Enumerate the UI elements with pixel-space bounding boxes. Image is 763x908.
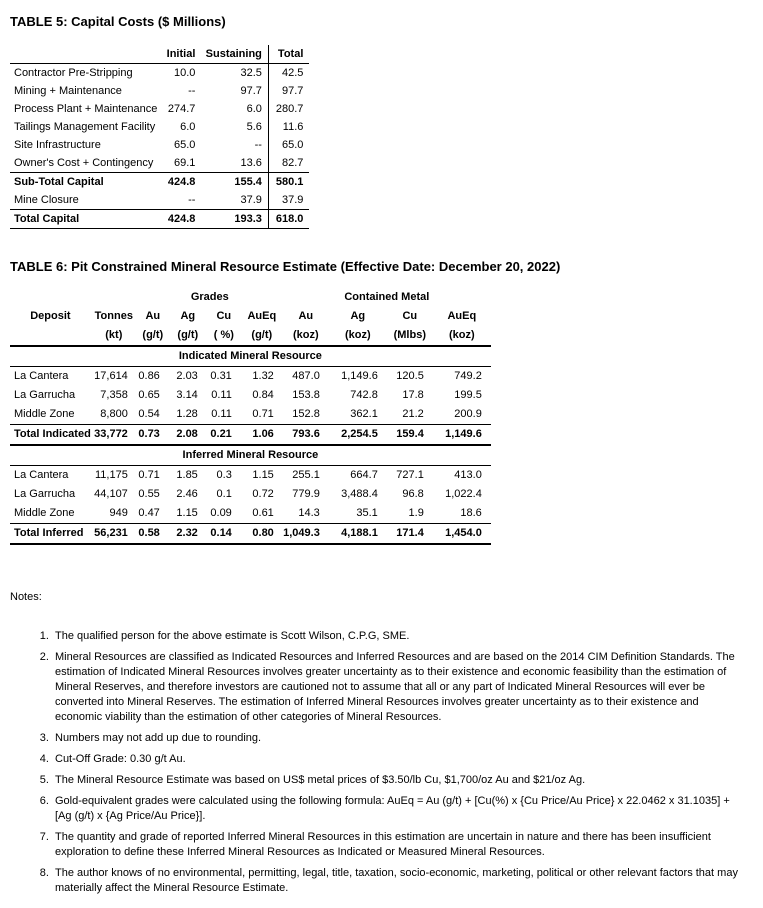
resource-value: 742.8 (350, 389, 378, 401)
capital-costs-row (10, 82, 309, 100)
resource-value: 1,149.6 (341, 370, 378, 382)
capital-costs-column-header: Total (268, 45, 309, 64)
deposit-label: Total Inferred (10, 524, 91, 545)
cost-value: 11.6 (268, 118, 309, 136)
cost-item-label: Mine Closure (14, 193, 79, 206)
resource-value: 0.54 (138, 408, 160, 420)
resource-column-header: Au (145, 310, 161, 322)
resource-value: 255.1 (292, 469, 320, 481)
resource-column-header: Tonnes (94, 310, 133, 322)
resource-value: 1,149.6 (433, 425, 491, 446)
cost-item-label: Owner's Cost + Contingency (14, 156, 154, 169)
resource-value: 21.2 (402, 408, 424, 420)
resource-data-row (10, 367, 491, 387)
resource-value: 0.72 (252, 488, 274, 500)
resource-value: 413.0 (454, 469, 482, 481)
notes-section (10, 591, 753, 896)
resource-column-header: Ag (350, 310, 366, 322)
deposit-label: Total Indicated (10, 425, 91, 446)
resource-value: 0.65 (138, 389, 160, 401)
resource-section-header: Inferred Mineral Resource (10, 445, 491, 466)
resource-unit-header: (g/t) (137, 326, 169, 346)
resource-total-row (10, 524, 491, 545)
capital-costs-row (10, 64, 309, 83)
cost-value: 65.0 (268, 136, 309, 154)
resource-value: 1,454.0 (433, 524, 491, 545)
resource-value: 11,175 (94, 469, 128, 481)
resource-value: 779.9 (292, 488, 320, 500)
resource-value: 0.55 (138, 488, 160, 500)
resource-value: 35.1 (356, 507, 378, 519)
note-item: 3. Numbers may not add up due to rounding. (52, 731, 747, 746)
mineral-resource-body (10, 346, 491, 544)
resource-value: 2.46 (176, 488, 198, 500)
cost-item-label: Sub-Total Capital (10, 173, 163, 192)
resource-data-row (10, 386, 491, 405)
table5-title: TABLE 5: Capital Costs ($ Millions) (10, 14, 226, 29)
resource-value: 3,488.4 (341, 488, 378, 500)
capital-costs-row (10, 136, 309, 154)
resource-value: 159.4 (387, 425, 433, 446)
note-item: 6. Gold-equivalent grades were calculated using the following formula: AuEq = Au (g/t) + [Cu(%) x {Cu Price/Au Price} x 22.0462 x 31.1035] + [Ag (g/t) x {Ag Price/Au Price}]. (52, 794, 747, 824)
group-header-row (10, 288, 491, 307)
resource-value: 7,358 (100, 389, 128, 401)
resource-value: 33,772 (91, 425, 137, 446)
column-header-row (10, 307, 491, 326)
note-item: 8. The author knows of no environmental, permitting, legal, title, taxation, socio-economic, marketing, political or other relevant factors that may materially affect the Mineral Resource Estimate. (52, 866, 747, 896)
cost-item-label: Mining + Maintenance (14, 84, 122, 97)
cost-item-label: Total Capital (10, 210, 163, 229)
resource-value: 0.1 (216, 488, 232, 500)
cost-value: 424.8 (163, 210, 201, 229)
resource-value: 199.5 (454, 389, 482, 401)
deposit-label: Middle Zone (14, 507, 75, 519)
cost-value: -- (188, 193, 196, 206)
resource-section-row (10, 346, 491, 367)
resource-value: 171.4 (387, 524, 433, 545)
resource-data-row (10, 504, 491, 524)
resource-value: 8,800 (100, 408, 128, 420)
resource-unit-header: (g/t) (169, 326, 207, 346)
resource-value: 362.1 (350, 408, 378, 420)
cost-value: 37.9 (268, 191, 309, 210)
group-header-spacer (10, 288, 137, 307)
resource-value: 0.14 (207, 524, 241, 545)
cost-value: -- (188, 84, 196, 97)
cost-value: 424.8 (163, 173, 201, 192)
resource-unit-header: (kt) (91, 326, 137, 346)
resource-column-header: Deposit (30, 310, 71, 322)
resource-section-row (10, 445, 491, 466)
resource-value: 1.85 (176, 469, 198, 481)
cost-value: 155.4 (201, 173, 268, 192)
capital-costs-row (10, 191, 309, 210)
capital-costs-table (10, 45, 309, 229)
resource-column-header: Ag (180, 310, 196, 322)
contained-metal-group-header: Contained Metal (344, 291, 430, 303)
cost-value: 13.6 (240, 156, 262, 169)
cost-value: 274.7 (167, 102, 196, 115)
resource-value: 0.47 (138, 507, 160, 519)
resource-value: 1,049.3 (283, 524, 329, 545)
resource-column-header: AuEq (247, 310, 277, 322)
cost-value: 5.6 (246, 120, 262, 133)
cost-item-label: Tailings Management Facility (14, 120, 156, 133)
capital-costs-column-header: Initial (163, 45, 201, 64)
resource-value: 0.71 (252, 408, 274, 420)
resource-value: 0.11 (211, 408, 232, 420)
resource-value: 727.1 (396, 469, 424, 481)
resource-value: 17.8 (402, 389, 424, 401)
note-item: 1. The qualified person for the above estimate is Scott Wilson, C.P.G, SME. (52, 629, 747, 644)
resource-value: 749.2 (454, 370, 482, 382)
resource-value: 14.3 (298, 507, 320, 519)
resource-unit-header: (koz) (433, 326, 491, 346)
resource-value: 0.80 (241, 524, 283, 545)
resource-value: 44,107 (94, 488, 128, 500)
resource-unit-header (10, 326, 91, 346)
cost-value: 6.0 (180, 120, 196, 133)
resource-data-row (10, 405, 491, 425)
deposit-label: La Cantera (14, 469, 69, 481)
notes-list (10, 629, 747, 896)
units-header-row (10, 326, 491, 346)
table6-title: TABLE 6: Pit Constrained Mineral Resource Estimate (Effective Date: December 20, 2022) (10, 259, 561, 274)
resource-value: 1,022.4 (445, 488, 482, 500)
resource-value: 2.03 (176, 370, 198, 382)
capital-costs-column-header: Sustaining (201, 45, 268, 64)
cost-item-label: Process Plant + Maintenance (14, 102, 158, 115)
cost-value: 280.7 (268, 100, 309, 118)
cost-value: 37.9 (240, 193, 262, 206)
resource-value: 0.86 (138, 370, 160, 382)
resource-value: 0.21 (207, 425, 241, 446)
resource-value: 2,254.5 (329, 425, 387, 446)
resource-value: 1.28 (176, 408, 198, 420)
cost-value: 97.7 (240, 84, 262, 97)
resource-value: 3.14 (176, 389, 198, 401)
note-item: 2. Mineral Resources are classified as Indicated Resources and Inferred Resources and are based on the 2014 CIM Definition Standards. The estimation of Indicated Mineral Resources involves greater uncertainty as to their existence and economic feasibility than the estimation of Mineral Reserves, and therefore investors are cautioned not to assume that all or any part of Indicated Mineral Resources will ever be converted into Mineral Reserves. The estimation of Inferred Mineral Resources involves greater uncertainty as to their existence and economic viability than the estimation of other categories of Mineral Resources. (52, 650, 747, 725)
capital-costs-row (10, 118, 309, 136)
resource-column-header: Cu (216, 310, 232, 322)
cost-value: 618.0 (268, 210, 309, 229)
cost-value: 6.0 (246, 102, 262, 115)
resource-value: 1.32 (252, 370, 274, 382)
resource-value: 152.8 (292, 408, 320, 420)
resource-value: 0.58 (137, 524, 169, 545)
resource-value: 949 (109, 507, 128, 519)
resource-value: 487.0 (292, 370, 320, 382)
resource-value: 17,614 (94, 370, 128, 382)
cost-value: 32.5 (240, 66, 262, 79)
cost-value: 69.1 (173, 156, 196, 169)
resource-unit-header: (koz) (283, 326, 329, 346)
cost-item-label: Contractor Pre-Stripping (14, 66, 133, 79)
deposit-label: La Cantera (14, 370, 69, 382)
resource-value: 96.8 (402, 488, 424, 500)
note-item: 5. The Mineral Resource Estimate was based on US$ metal prices of $3.50/lb Cu, $1,700/oz Au and $21/oz Ag. (52, 773, 747, 788)
mineral-resource-table (10, 288, 491, 545)
cost-value: 97.7 (268, 82, 309, 100)
resource-unit-header: (g/t) (241, 326, 283, 346)
resource-value: 18.6 (460, 507, 482, 519)
deposit-label: Middle Zone (14, 408, 75, 420)
resource-value: 0.61 (252, 507, 274, 519)
resource-column-header: AuEq (447, 310, 477, 322)
capital-costs-row (10, 154, 309, 173)
capital-costs-label-column-header (10, 45, 163, 64)
resource-value: 1.15 (252, 469, 274, 481)
note-item: 7. The quantity and grade of reported Inferred Mineral Resources in this estimation are uncertain in nature and there has been insufficient exploration to define these Inferred Mineral Resources as Indicated or Measured Mineral Resources. (52, 830, 747, 860)
cost-value: 193.3 (201, 210, 268, 229)
capital-costs-body (10, 64, 309, 229)
resource-total-row (10, 425, 491, 446)
resource-column-header: Au (298, 310, 314, 322)
capital-costs-header-row (10, 45, 309, 64)
resource-unit-header: (koz) (329, 326, 387, 346)
cost-value: -- (254, 138, 262, 151)
cost-value: 580.1 (268, 173, 309, 192)
resource-value: 153.8 (292, 389, 320, 401)
deposit-label: La Garrucha (14, 389, 76, 401)
resource-unit-header: (Mlbs) (387, 326, 433, 346)
resource-value: 1.9 (408, 507, 424, 519)
resource-value: 120.5 (396, 370, 424, 382)
resource-value: 56,231 (91, 524, 137, 545)
resource-value: 0.3 (216, 469, 232, 481)
resource-value: 1.06 (241, 425, 283, 446)
grades-group-header: Grades (190, 291, 229, 303)
resource-unit-header: ( %) (207, 326, 241, 346)
resource-value: 664.7 (350, 469, 378, 481)
resource-value: 4,188.1 (329, 524, 387, 545)
resource-value: 200.9 (454, 408, 482, 420)
deposit-label: La Garrucha (14, 488, 76, 500)
resource-value: 1.15 (176, 507, 198, 519)
resource-value: 0.09 (210, 507, 232, 519)
capital-costs-row (10, 210, 309, 229)
resource-value: 0.73 (137, 425, 169, 446)
capital-costs-header (10, 45, 309, 64)
capital-costs-row (10, 173, 309, 192)
resource-value: 0.71 (138, 469, 160, 481)
resource-section-header: Indicated Mineral Resource (10, 346, 491, 367)
resource-value: 2.08 (169, 425, 207, 446)
cost-item-label: Site Infrastructure (14, 138, 101, 151)
resource-column-header: Cu (402, 310, 418, 322)
mineral-resource-header (10, 288, 491, 346)
capital-costs-row (10, 100, 309, 118)
resource-data-row (10, 485, 491, 504)
note-item: 4. Cut-Off Grade: 0.30 g/t Au. (52, 752, 747, 767)
resource-data-row (10, 466, 491, 486)
cost-value: 82.7 (268, 154, 309, 173)
resource-value: 2.32 (169, 524, 207, 545)
notes-heading: Notes: (10, 591, 42, 603)
cost-value: 10.0 (173, 66, 196, 79)
resource-value: 0.11 (211, 389, 232, 401)
resource-value: 0.84 (252, 389, 274, 401)
cost-value: 42.5 (268, 64, 309, 83)
resource-value: 793.6 (283, 425, 329, 446)
cost-value: 65.0 (173, 138, 196, 151)
resource-value: 0.31 (210, 370, 232, 382)
